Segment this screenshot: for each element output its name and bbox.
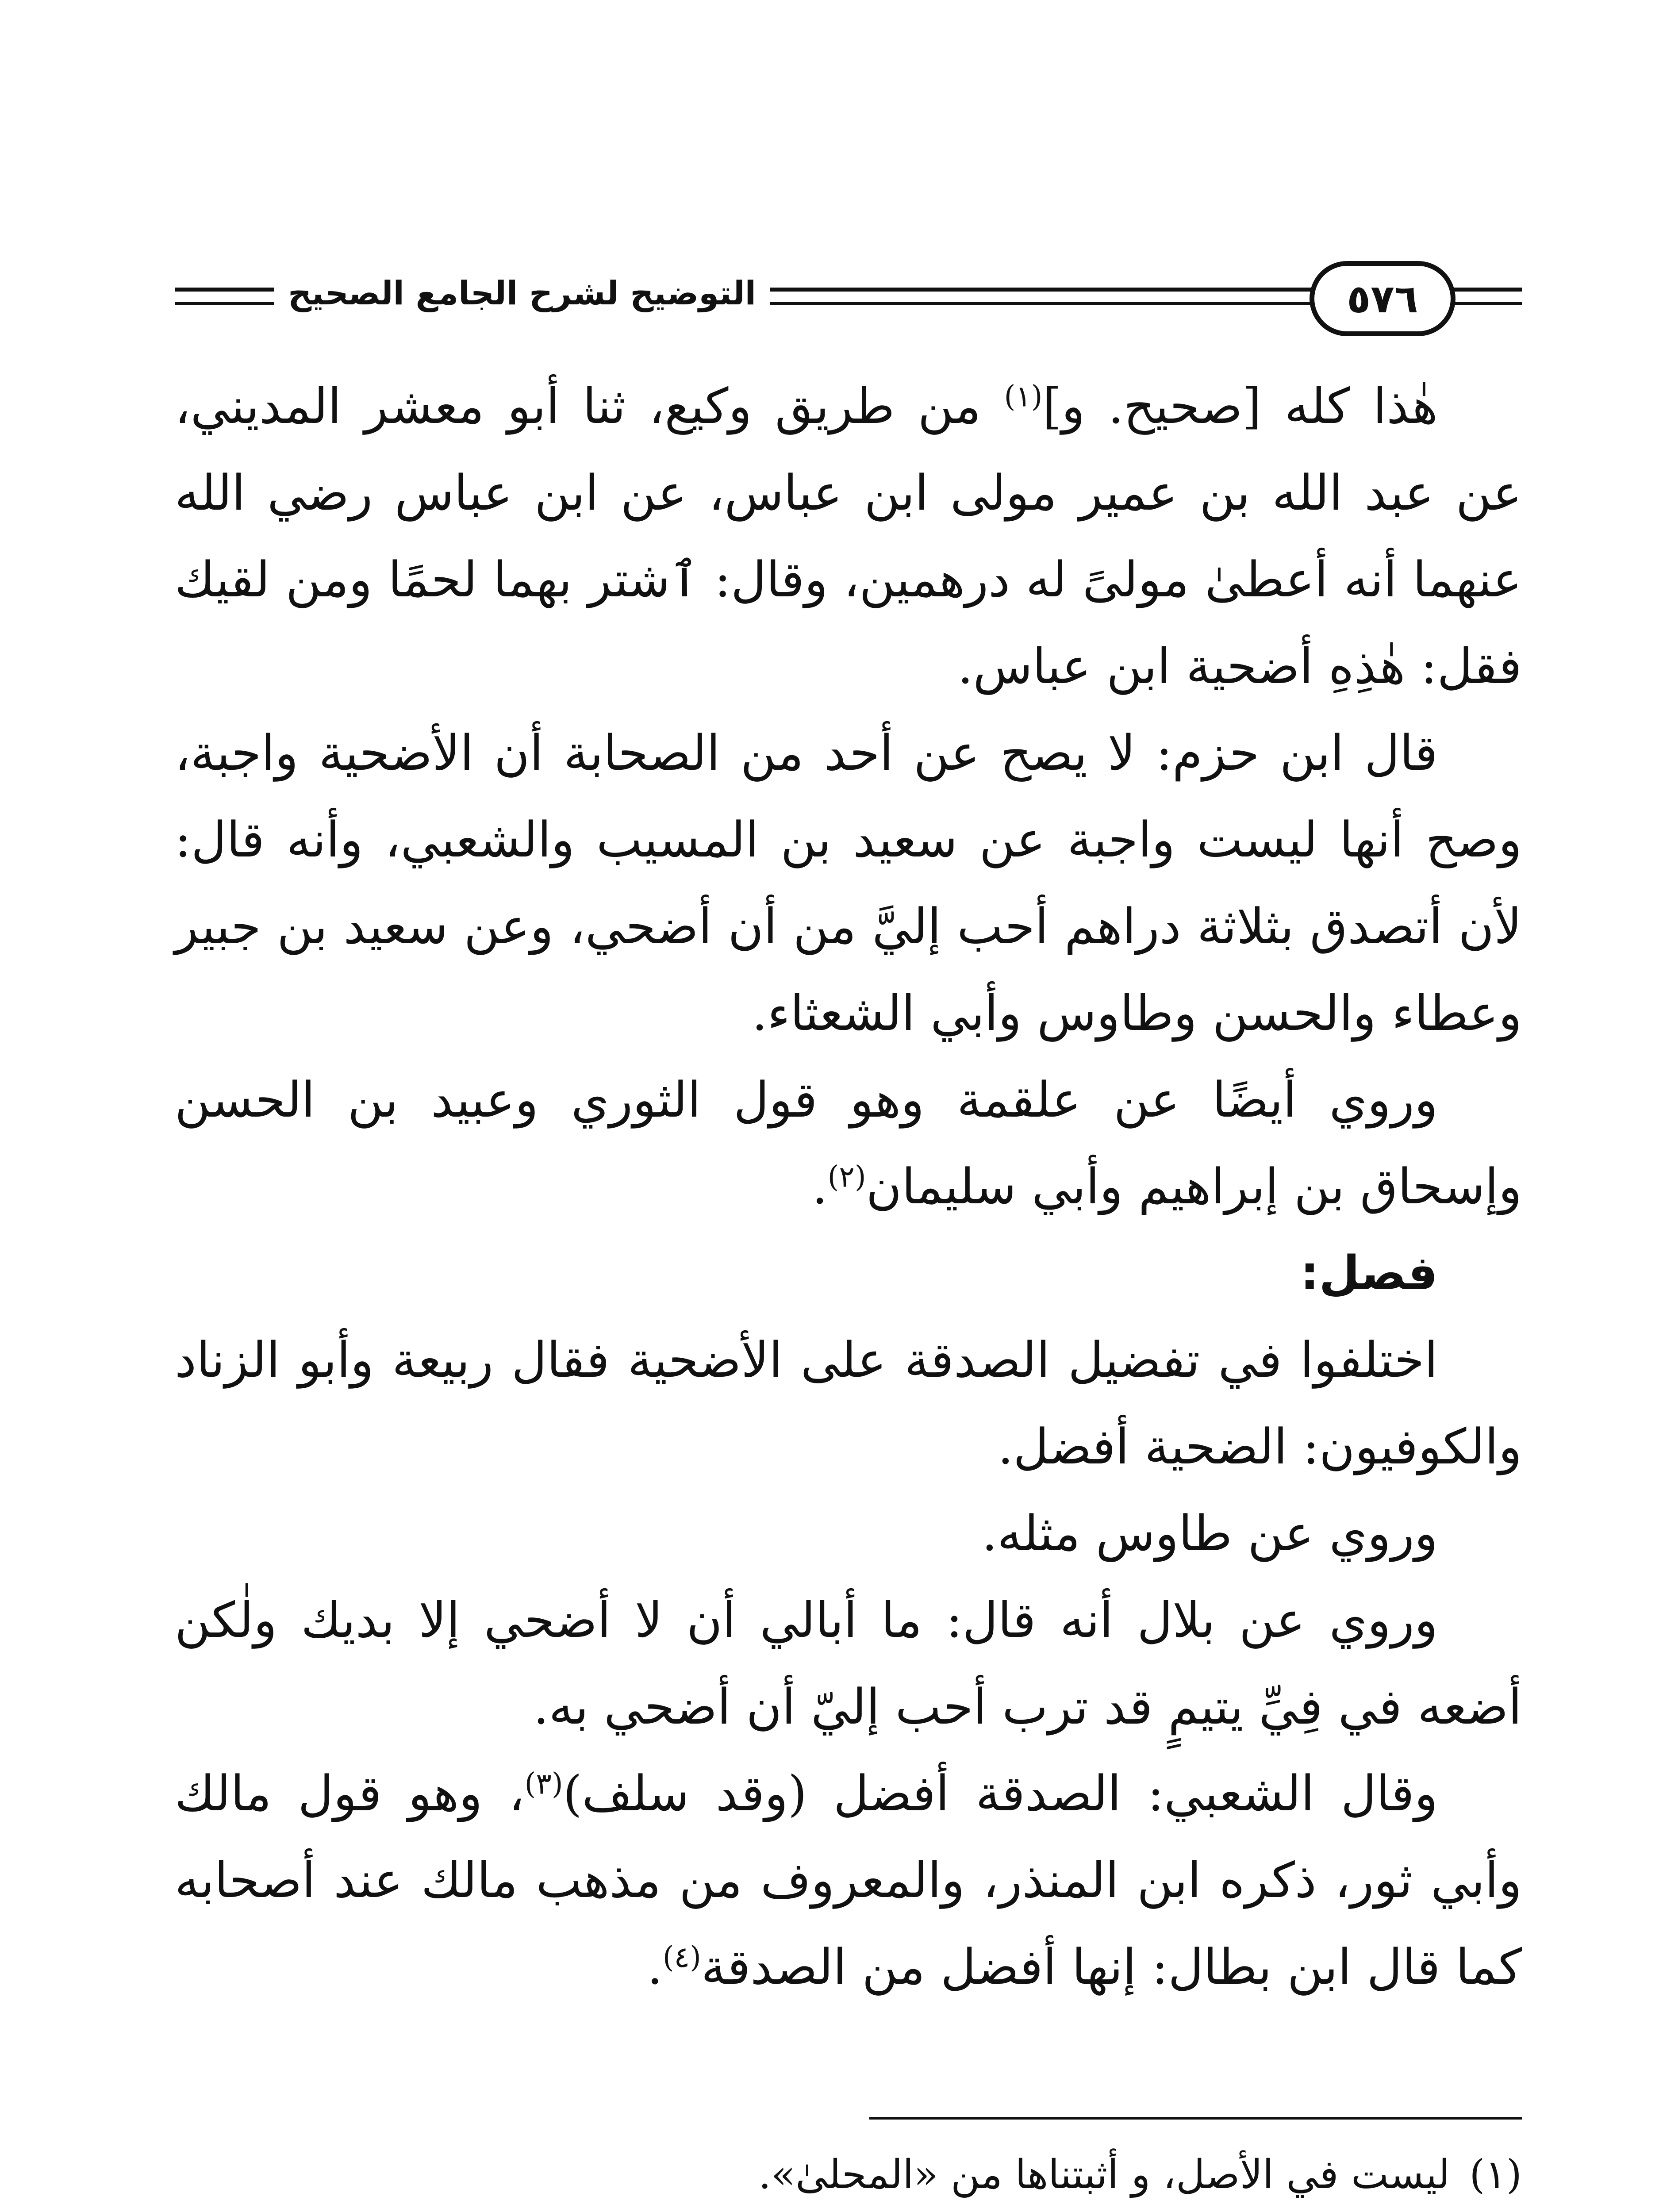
paragraph: وروي أيضًا عن علقمة وهو قول الثوري وعبيد بن الحسن وإسحاق بن إبراهيم وأبي سليمان$^{(٢)}$.	[175, 1071, 1522, 1215]
header-rule-left-top	[175, 288, 274, 292]
footnotes	[175, 2141, 1522, 2212]
paragraph: وروي عن طاوس مثله.	[982, 1505, 1438, 1562]
header-rule-mid-bottom	[770, 302, 1312, 305]
footnote-reference: (٢)	[827, 1160, 866, 1194]
footnote-reference: (١)	[1004, 379, 1043, 414]
paragraph: اختلفوا في تفضيل الصدقة على الأضحية فقال ربيعة وأبو الزناد والكوفيون: الضحية أفضل.	[175, 1332, 1522, 1475]
footnote-reference: (٣)	[524, 1767, 563, 1801]
page-number-badge: ٥٧٦	[1310, 261, 1455, 336]
running-header	[0, 261, 1659, 363]
footnote-number: (١)	[1469, 2151, 1522, 2198]
paragraph: قال ابن حزم: لا يصح عن أحد من الصحابة أن الأضحية واجبة، وصح أنها ليست واجبة عن سعيد بن المسيب والشعبي، وأنه قال: لأن أتصدق بثلاثة دراهم أحب إليَّ من أن أضحي، وعن سعيد بن جبير وعطاء والحسن وطاوس وأبي الشعثاء.	[175, 725, 1522, 1041]
header-rule-right-bottom	[1453, 302, 1522, 305]
paragraph: وروي عن بلال أنه قال: ما أبالي أن لا أضحي إلا بديك ولٰكن أضعه في فِيِّ يتيمٍ قد ترب أحب إليّ أن أضحي به.	[175, 1592, 1522, 1735]
footnote-number	[1469, 2208, 1522, 2212]
main-text	[175, 363, 1522, 2010]
footnote	[175, 2208, 1522, 2212]
footnote-separator	[869, 2117, 1522, 2120]
footnote	[175, 2141, 1522, 2208]
header-rule-right-top	[1453, 288, 1522, 292]
running-title: التوضيح لشرح الجامع الصحيح	[288, 274, 757, 312]
header-rule-mid-top	[770, 288, 1312, 292]
footnote-text: ليست في الأصل، و أثبتناها من «المحلىٰ».	[758, 2151, 1450, 2198]
paragraph: هٰذا كله [صحيح. و]$^{(١)}$ من طريق وكيع، ثنا أبو معشر المديني، عن عبد الله بن عمير مولى ابن عباس، عن ابن عباس رضي الله عنهما أنه أعطىٰ مولىً له درهمين، وقال: ٱشتر بهما لحمًا ومن لقيك فقل: هٰذِهِ أضحية ابن عباس.	[175, 378, 1522, 695]
footnote-reference: (٤)	[662, 1940, 701, 1974]
header-rule-left-bottom	[175, 302, 274, 305]
paragraph: وقال الشعبي: الصدقة أفضل (وقد سلف)$^{(٣)}$، وهو قول مالك وأبي ثور، ذكره ابن المنذر، والمعروف من مذهب مالك عند أصحابه كما قال ابن بطال: إنها أفضل من الصدقة$^{(٤)}$.	[175, 1765, 1522, 1995]
section-heading: فصل:	[1300, 1246, 1438, 1300]
